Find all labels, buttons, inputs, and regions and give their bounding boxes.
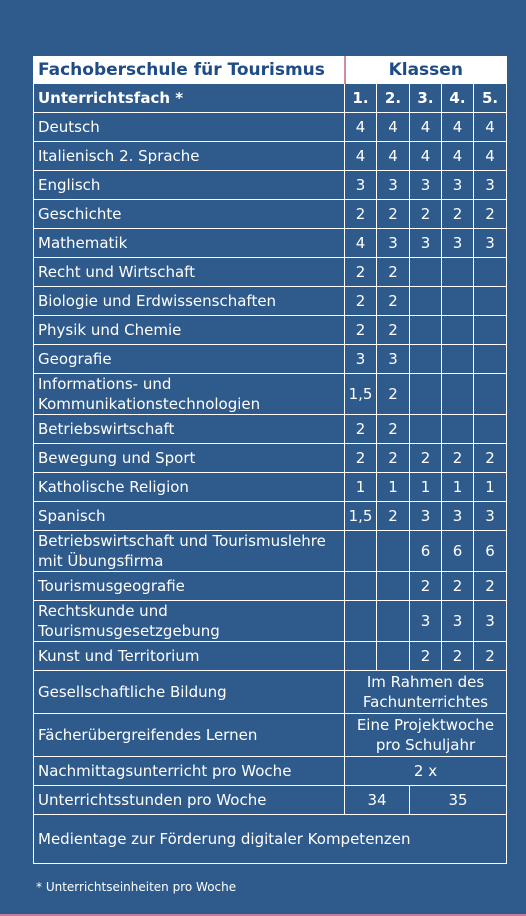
subject-name: Nachmittagsunterricht pro Woche — [34, 757, 345, 786]
table-row-nachmittag — [34, 757, 507, 786]
subject-name: Mathematik — [34, 229, 345, 258]
subject-note: 2 x — [345, 757, 507, 786]
table-row — [34, 316, 507, 345]
hours-class-4: 3 — [442, 229, 474, 258]
classes-header: Klassen — [345, 57, 507, 84]
table-row-medientage — [34, 815, 507, 864]
table-row — [34, 502, 507, 531]
hours-class-4: 4 — [442, 113, 474, 142]
hours-class-2 — [377, 642, 410, 671]
hours-class-1: 4 — [345, 229, 377, 258]
table-row — [34, 601, 507, 642]
hours-class-2: 2 — [377, 200, 410, 229]
hours-class-2: 1 — [377, 473, 410, 502]
hours-class-2: 3 — [377, 345, 410, 374]
hours-class-2: 2 — [377, 415, 410, 444]
hours-class-4 — [442, 258, 474, 287]
subject-name: Katholische Religion — [34, 473, 345, 502]
hours-class-2 — [377, 572, 410, 601]
hours-class-3: 3 — [410, 229, 442, 258]
hours-class-5 — [474, 345, 507, 374]
hours-class-5: 2 — [474, 200, 507, 229]
hours-class-4: 2 — [442, 572, 474, 601]
hours-class-5 — [474, 316, 507, 345]
subject-name: Betriebswirtschaft — [34, 415, 345, 444]
class-label-3: 3. — [410, 84, 442, 113]
hours-class-5: 3 — [474, 601, 507, 642]
school-title: Fachoberschule für Tourismus — [34, 57, 345, 84]
hours-class-4: 2 — [442, 642, 474, 671]
table-row-gesellschaft — [34, 671, 507, 714]
subject-name: Unterrichtsstunden pro Woche — [34, 786, 345, 815]
hours-class-1: 2 — [345, 200, 377, 229]
hours-total-b: 35 — [410, 786, 507, 815]
hours-class-2: 2 — [377, 502, 410, 531]
class-label-1: 1. — [345, 84, 377, 113]
hours-class-3: 4 — [410, 142, 442, 171]
hours-class-4: 2 — [442, 444, 474, 473]
hours-class-2: 2 — [377, 316, 410, 345]
subject-name: Fächerübergreifendes Lernen — [34, 714, 345, 757]
table-row — [34, 171, 507, 200]
hours-class-1: 2 — [345, 415, 377, 444]
table-row — [34, 258, 507, 287]
hours-class-1: 2 — [345, 316, 377, 345]
hours-class-4: 3 — [442, 601, 474, 642]
hours-class-5 — [474, 287, 507, 316]
subject-note: Im Rahmen des Fachunterrichtes — [345, 671, 507, 714]
hours-class-1: 4 — [345, 113, 377, 142]
hours-class-3 — [410, 415, 442, 444]
subject-name: Informations- und Kommunikationstechnologien — [34, 374, 345, 415]
table-row — [34, 229, 507, 258]
hours-class-2: 2 — [377, 374, 410, 415]
hours-class-4: 6 — [442, 531, 474, 572]
table-row — [34, 415, 507, 444]
table-row — [34, 113, 507, 142]
title-row — [34, 57, 507, 84]
hours-class-2: 4 — [377, 113, 410, 142]
hours-class-1 — [345, 601, 377, 642]
hours-class-3: 6 — [410, 531, 442, 572]
hours-class-5: 1 — [474, 473, 507, 502]
hours-class-3: 4 — [410, 113, 442, 142]
hours-class-4 — [442, 415, 474, 444]
hours-class-2: 4 — [377, 142, 410, 171]
hours-class-3 — [410, 345, 442, 374]
hours-class-5: 2 — [474, 642, 507, 671]
table-row — [34, 287, 507, 316]
subject-name: Geschichte — [34, 200, 345, 229]
subject-name: Gesellschaftliche Bildung — [34, 671, 345, 714]
hours-class-1 — [345, 642, 377, 671]
hours-class-4 — [442, 345, 474, 374]
hours-class-4: 3 — [442, 502, 474, 531]
subject-name: Physik und Chemie — [34, 316, 345, 345]
table-row-stunden — [34, 786, 507, 815]
hours-class-5: 2 — [474, 444, 507, 473]
subject-name: Bewegung und Sport — [34, 444, 345, 473]
hours-class-3 — [410, 258, 442, 287]
hours-class-5: 3 — [474, 229, 507, 258]
hours-class-1: 3 — [345, 345, 377, 374]
hours-class-3: 3 — [410, 502, 442, 531]
hours-class-2: 3 — [377, 229, 410, 258]
hours-class-1: 2 — [345, 258, 377, 287]
hours-class-3: 3 — [410, 171, 442, 200]
subject-name: Betriebswirtschaft und Tourismuslehre mit Übungsfirma — [34, 531, 345, 572]
subject-name: Kunst und Territorium — [34, 642, 345, 671]
table-row — [34, 572, 507, 601]
class-label-2: 2. — [377, 84, 410, 113]
subject-name: Spanisch — [34, 502, 345, 531]
subject-note: Eine Projektwoche pro Schuljahr — [345, 714, 507, 757]
hours-class-4 — [442, 316, 474, 345]
hours-class-5: 3 — [474, 502, 507, 531]
subject-name: Italienisch 2. Sprache — [34, 142, 345, 171]
hours-class-5: 2 — [474, 572, 507, 601]
hours-class-1: 1,5 — [345, 502, 377, 531]
subject-name: Deutsch — [34, 113, 345, 142]
hours-class-4 — [442, 374, 474, 415]
hours-total-a: 34 — [345, 786, 410, 815]
hours-class-2: 2 — [377, 444, 410, 473]
hours-class-4: 4 — [442, 142, 474, 171]
hours-class-4: 3 — [442, 171, 474, 200]
hours-class-5 — [474, 374, 507, 415]
hours-class-4: 1 — [442, 473, 474, 502]
subject-name: Geografie — [34, 345, 345, 374]
class-label-5: 5. — [474, 84, 507, 113]
hours-class-2 — [377, 601, 410, 642]
hours-class-2 — [377, 531, 410, 572]
footnote: * Unterrichtseinheiten pro Woche — [36, 880, 237, 894]
table-row — [34, 345, 507, 374]
hours-class-2: 2 — [377, 258, 410, 287]
hours-class-1: 2 — [345, 287, 377, 316]
hours-class-1 — [345, 531, 377, 572]
hours-class-3: 3 — [410, 601, 442, 642]
table-row-faecher — [34, 714, 507, 757]
table-row — [34, 531, 507, 572]
medientage-note: Medientage zur Förderung digitaler Kompetenzen — [34, 815, 507, 864]
table-row — [34, 374, 507, 415]
table-row — [34, 642, 507, 671]
hours-class-3: 1 — [410, 473, 442, 502]
hours-class-5 — [474, 415, 507, 444]
hours-class-1: 1 — [345, 473, 377, 502]
hours-class-5: 6 — [474, 531, 507, 572]
hours-class-5: 4 — [474, 113, 507, 142]
hours-class-3 — [410, 316, 442, 345]
hours-class-1: 2 — [345, 444, 377, 473]
hours-class-3 — [410, 374, 442, 415]
table-row — [34, 473, 507, 502]
curriculum-table — [33, 56, 507, 864]
subject-header: Unterrichtsfach * — [34, 84, 345, 113]
table-row — [34, 444, 507, 473]
hours-class-3: 2 — [410, 642, 442, 671]
hours-class-3: 2 — [410, 200, 442, 229]
subject-name: Rechtskunde und Tourismusgesetzgebung — [34, 601, 345, 642]
hours-class-1: 1,5 — [345, 374, 377, 415]
hours-class-4 — [442, 287, 474, 316]
class-label-4: 4. — [442, 84, 474, 113]
subject-name: Recht und Wirtschaft — [34, 258, 345, 287]
hours-class-5: 4 — [474, 142, 507, 171]
hours-class-1: 4 — [345, 142, 377, 171]
table-row — [34, 200, 507, 229]
hours-class-2: 2 — [377, 287, 410, 316]
subject-name: Englisch — [34, 171, 345, 200]
hours-class-1: 3 — [345, 171, 377, 200]
hours-class-2: 3 — [377, 171, 410, 200]
hours-class-1 — [345, 572, 377, 601]
hours-class-4: 2 — [442, 200, 474, 229]
hours-class-3: 2 — [410, 572, 442, 601]
subject-name: Biologie und Erdwissenschaften — [34, 287, 345, 316]
subject-name: Tourismusgeografie — [34, 572, 345, 601]
hours-class-5: 3 — [474, 171, 507, 200]
hours-class-5 — [474, 258, 507, 287]
hours-class-3 — [410, 287, 442, 316]
header-row — [34, 84, 507, 113]
table-row — [34, 142, 507, 171]
hours-class-3: 2 — [410, 444, 442, 473]
